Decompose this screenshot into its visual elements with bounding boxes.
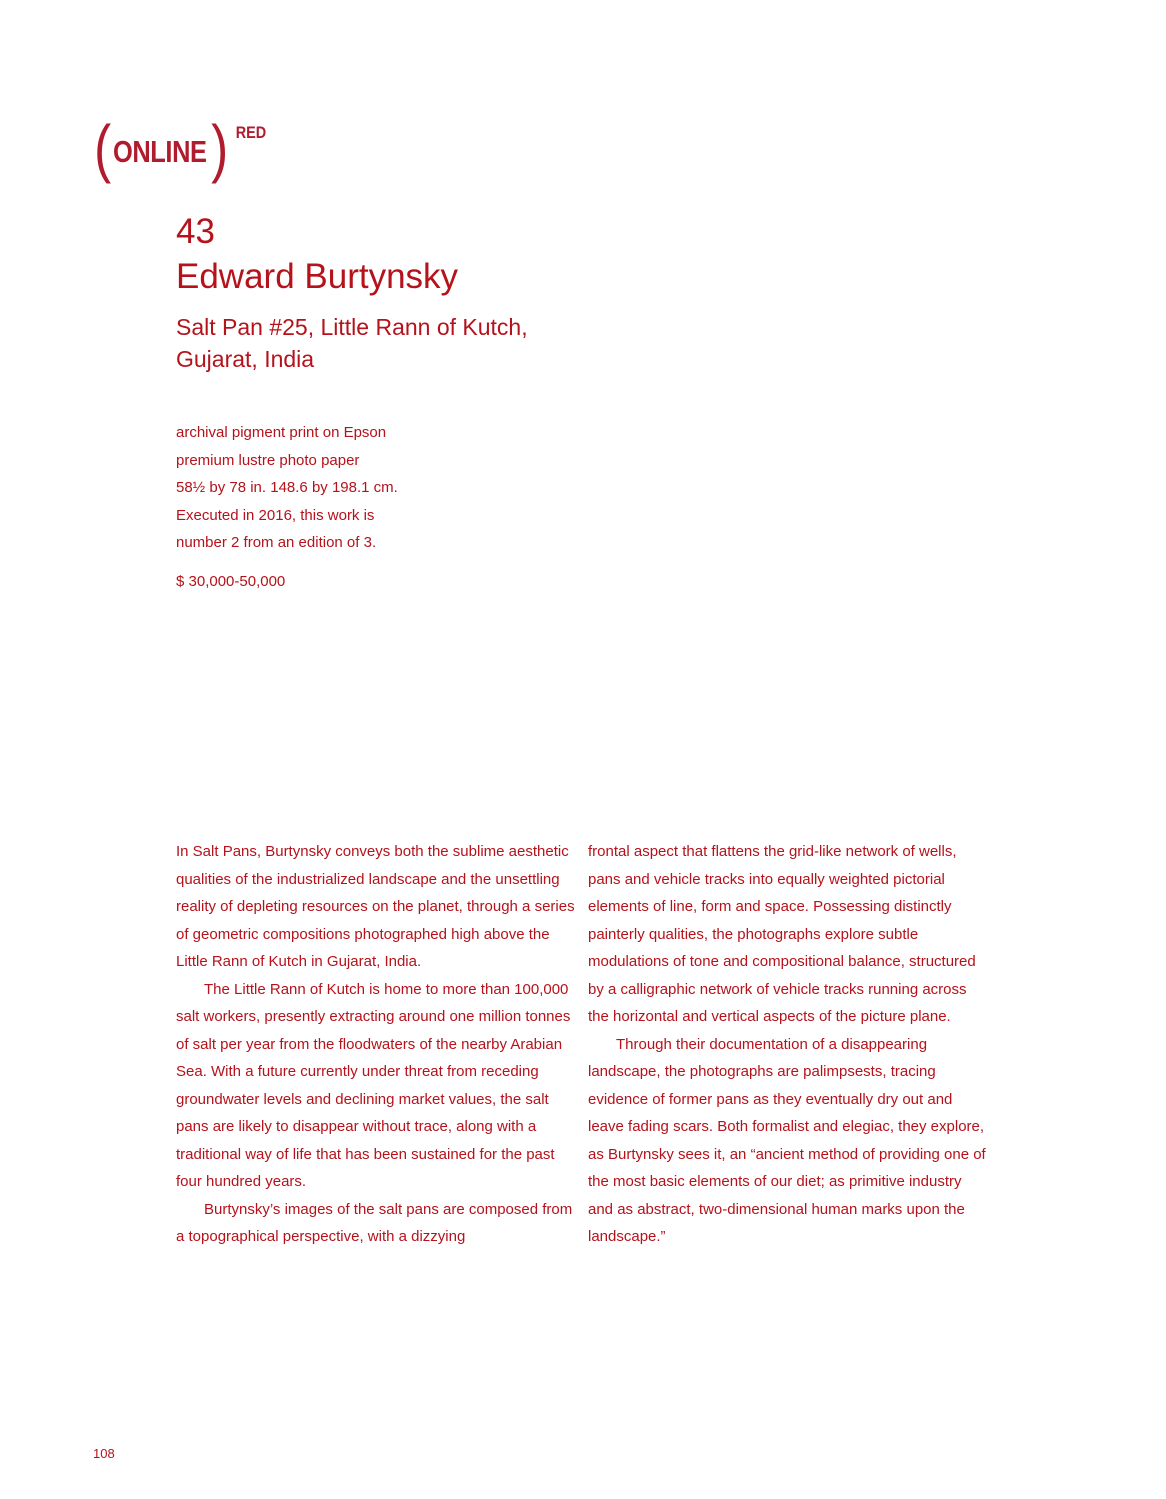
essay-paragraph: frontal aspect that flattens the grid-like network of wells, pans and vehicle tracks into equally weighted pictorial elements of line, form and space. Possessing distinctly painterly qualities, the photographs explore subtle modulations of tone and compositional balance, structured by a calligraphic network of vehicle tracks running across the horizontal and vertical aspects of the picture plane.: [588, 843, 976, 1025]
artwork-title-line: Salt Pan #25, Little Rann of Kutch,: [176, 314, 528, 340]
lot-number: 43: [176, 212, 215, 251]
details-line: archival pigment print on Epson: [176, 424, 387, 441]
artwork-title-line: Gujarat, India: [176, 346, 315, 372]
brand-logo: [92, 112, 269, 184]
artist-name: Edward Burtynsky: [176, 257, 459, 296]
details-line: number 2 from an edition of 3.: [176, 534, 377, 551]
essay-column-left: [176, 838, 576, 1251]
estimate-price: $ 30,000-50,000: [176, 573, 286, 590]
catalogue-essay: [176, 838, 988, 1251]
logo-open-paren: (: [94, 112, 112, 184]
logo-word: ONLINE: [113, 134, 207, 169]
artwork-title: [176, 311, 596, 375]
essay-paragraph: The Little Rann of Kutch is home to more than 100,000 salt workers, presently extracting around one million tonnes of salt per year from the floodwaters of the nearby Arabian Sea. With a future currently under threat from receding groundwater levels and declining market values, the salt pans are likely to disappear without trace, along with a traditional way of life that has been sustained for the past four hundred years.: [176, 980, 571, 1190]
details-line: 58½ by 78 in. 148.6 by 198.1 cm.: [176, 479, 398, 496]
artwork-details: [176, 419, 476, 557]
essay-column-right: [588, 838, 988, 1251]
details-line: Executed in 2016, this work is: [176, 506, 375, 524]
details-line: premium lustre photo paper: [176, 451, 360, 469]
essay-paragraph: In Salt Pans, Burtynsky conveys both the sublime aesthetic qualities of the industrialized landscape and the unsettling reality of depleting resources on the planet, through a series of geometric compositions photographed high above the Little Rann of Kutch in Gujarat, India.: [176, 843, 575, 970]
logo-close-paren: ): [211, 112, 229, 184]
essay-paragraph: Through their documentation of a disappearing landscape, the photographs are palimpsests, tracing evidence of former pans as they eventually dry out and leave fading scars. Both formalist and elegiac, they explore, as Burtynsky sees it, an “ancient method of providing one of the most basic elements of our diet; as primitive industry and as abstract, two-dimensional human marks upon the landscape.”: [588, 1035, 986, 1245]
logo-superscript: RED: [235, 123, 266, 142]
page-number: 108: [93, 1446, 115, 1461]
essay-paragraph: Burtynsky’s images of the salt pans are composed from a topographical perspective, with a dizzying: [176, 1200, 573, 1245]
